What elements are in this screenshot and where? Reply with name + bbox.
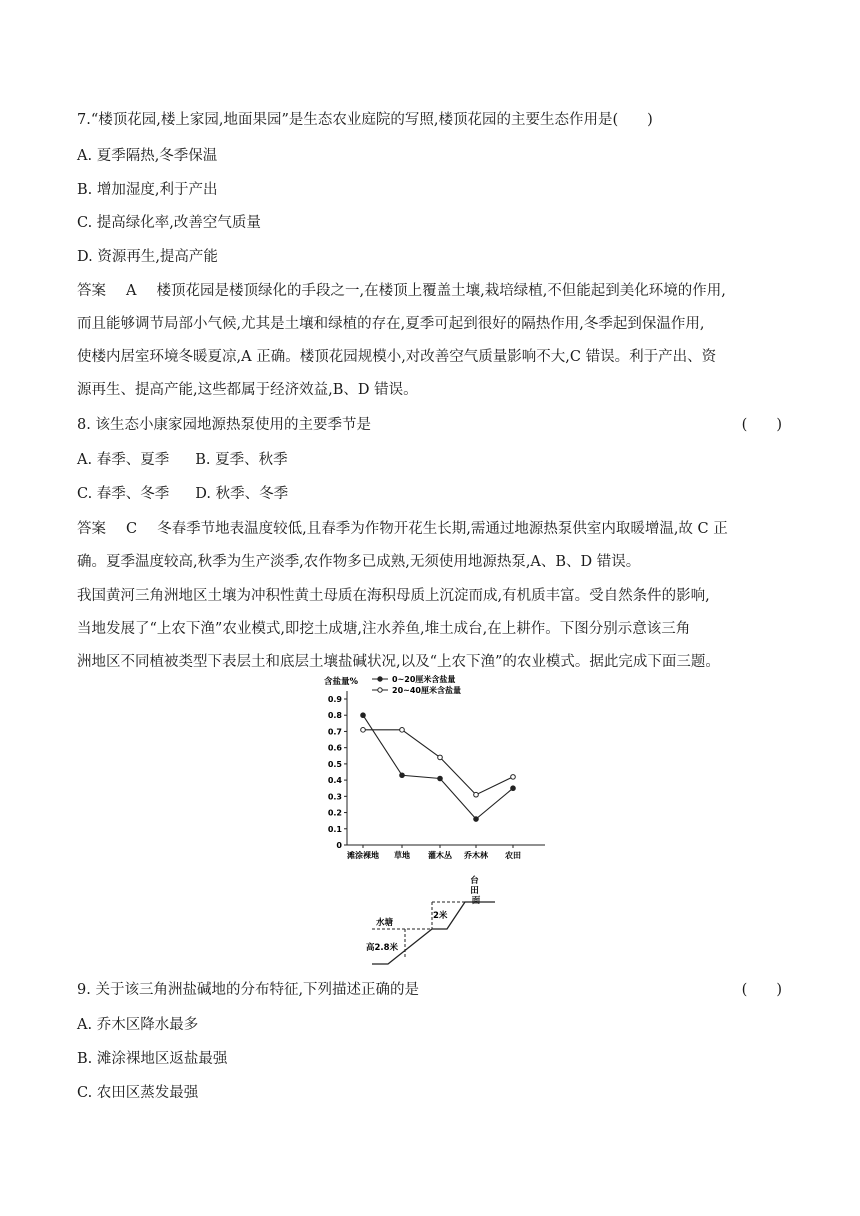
q7-explanation-1: 楼顶花园是楼顶绿化的手段之一,在楼顶上覆盖土壤,栽培绿植,不但能起到美化环境的作用, <box>156 283 726 299</box>
platform-label <box>470 875 481 906</box>
q8-answer-line <box>77 519 728 539</box>
platform-label-char-1: 台 <box>470 876 479 886</box>
q9-stem: 9. 关于该三角洲盐碱地的分布特征,下列描述正确的是 <box>77 982 420 998</box>
intro-line-1: 我国黄河三角洲地区土壤为冲积性黄土母质在海积母质上沉淀而成,有机质丰富。受自然条件的影响, <box>77 588 710 604</box>
depth-label: 高2.8米 <box>366 943 399 953</box>
q8-option-c: C. 春季、冬季 <box>77 486 170 502</box>
x-tick-label: 滩涂裸地 <box>347 851 379 860</box>
data-point <box>511 775 516 780</box>
q8-options-row-1 <box>77 450 288 470</box>
q9-option-c: C. 农田区蒸发最强 <box>77 1085 199 1101</box>
data-point <box>474 792 479 797</box>
series-line <box>363 730 513 795</box>
q7-stem: 7.“楼顶花园,楼上家园,地面果园”是生态农业庭院的写照,楼顶花园的主要生态作用是( ) <box>77 112 653 128</box>
x-tick-label: 农田 <box>505 851 521 860</box>
y-tick-label: 0.4 <box>327 776 342 786</box>
chart-legend <box>372 674 461 695</box>
height-label: 2米 <box>433 911 448 921</box>
q8-options-row-2 <box>77 484 288 504</box>
q8-explanation-2: 确。夏季温度较高,秋季为生产淡季,农作物多已成熟,无须使用地源热泵,A、B、D 错误。 <box>77 554 641 570</box>
salinity-figure <box>300 672 560 972</box>
q7-answer-value: A <box>126 283 137 299</box>
q8-option-b: B. 夏季、秋季 <box>195 452 288 468</box>
q8-explanation-1: 冬春季节地表温度较低,且春季为作物开花生长期,需通过地源热泵供室内取暖增温,故 C 正 <box>157 521 728 537</box>
y-tick-label: 0.2 <box>327 808 342 818</box>
chart-y-axis-label: 含盐量% <box>324 677 359 687</box>
q9-option-a: A. 乔木区降水最多 <box>77 1017 199 1033</box>
q7-option-c: C. 提高绿化率,改善空气质量 <box>77 215 261 231</box>
y-tick-label: 0 <box>336 841 342 850</box>
q9-answer-paren: ( ) <box>741 982 782 998</box>
q9-option-b: B. 滩涂裸地区返盐最强 <box>77 1051 228 1067</box>
q7-option-a: A. 夏季隔热,冬季保温 <box>77 148 218 164</box>
y-tick-label: 0.3 <box>327 792 342 802</box>
q7-option-b: B. 增加湿度,利于产出 <box>77 182 218 198</box>
chart-y-ticks <box>328 695 347 850</box>
chart-axes <box>347 691 545 845</box>
terrace-diagram <box>366 875 495 964</box>
q7-answer-line <box>77 281 726 301</box>
legend-marker <box>378 688 382 692</box>
legend-label: 0~20厘米含盐量 <box>392 675 456 684</box>
q7-option-d: D. 资源再生,提高产能 <box>77 249 218 265</box>
intro-line-3: 洲地区不同植被类型下表层土和底层土壤盐碱状况,以及“上农下渔”的农业模式。据此完成下面三题。 <box>77 654 720 670</box>
y-tick-label: 0.1 <box>327 824 342 834</box>
x-tick-label: 乔木林 <box>464 851 488 860</box>
chart-series <box>361 713 516 821</box>
q8-answer-paren: ( ) <box>741 417 782 433</box>
data-point <box>400 773 405 778</box>
legend-label: 20~40厘米含盐量 <box>392 686 461 695</box>
platform-label-char-2: 田 <box>470 886 479 896</box>
y-tick-label: 0.6 <box>327 743 342 753</box>
data-point <box>361 713 366 718</box>
data-point <box>474 817 479 822</box>
q7-answer-label: 答案 <box>77 283 106 299</box>
q7-explanation-3: 使楼内居室环境冬暖夏凉,A 正确。楼顶花园规模小,对改善空气质量影响不大,C 错误。利于产出、资 <box>77 349 717 365</box>
q7-explanation-4: 源再生、提高产能,这些都属于经济效益,B、D 错误。 <box>77 382 418 398</box>
series-line <box>363 715 513 819</box>
q8-stem: 8. 该生态小康家园地源热泵使用的主要季节是 <box>77 417 371 433</box>
legend-marker <box>378 677 382 681</box>
data-point <box>511 786 516 791</box>
q8-answer-label: 答案 <box>77 521 106 537</box>
y-tick-label: 0.5 <box>327 759 342 769</box>
y-tick-label: 0.7 <box>327 727 342 737</box>
data-point <box>438 776 443 781</box>
data-point <box>361 728 366 733</box>
x-tick-label: 草地 <box>394 851 410 860</box>
chart-x-ticks <box>347 845 521 860</box>
pond-label: 水塘 <box>376 918 394 928</box>
q8-option-a: A. 春季、夏季 <box>77 452 170 468</box>
y-tick-label: 0.8 <box>327 711 342 721</box>
salinity-line-chart <box>324 674 545 860</box>
intro-line-2: 当地发展了“上农下渔”农业模式,即挖土成塘,注水养鱼,堆土成台,在上耕作。下图分别示意该三角 <box>77 621 691 637</box>
q7-explanation-2: 而且能够调节局部小气候,尤其是土壤和绿植的存在,夏季可起到很好的隔热作用,冬季起到保温作用, <box>77 316 705 332</box>
x-tick-label: 灌木丛 <box>428 851 452 860</box>
q8-answer-value: C <box>126 521 138 537</box>
q8-option-d: D. 秋季、冬季 <box>195 486 289 502</box>
platform-label-char-3: 面 <box>471 896 481 906</box>
y-tick-label: 0.9 <box>327 695 342 704</box>
data-point <box>400 728 405 733</box>
data-point <box>438 755 443 760</box>
